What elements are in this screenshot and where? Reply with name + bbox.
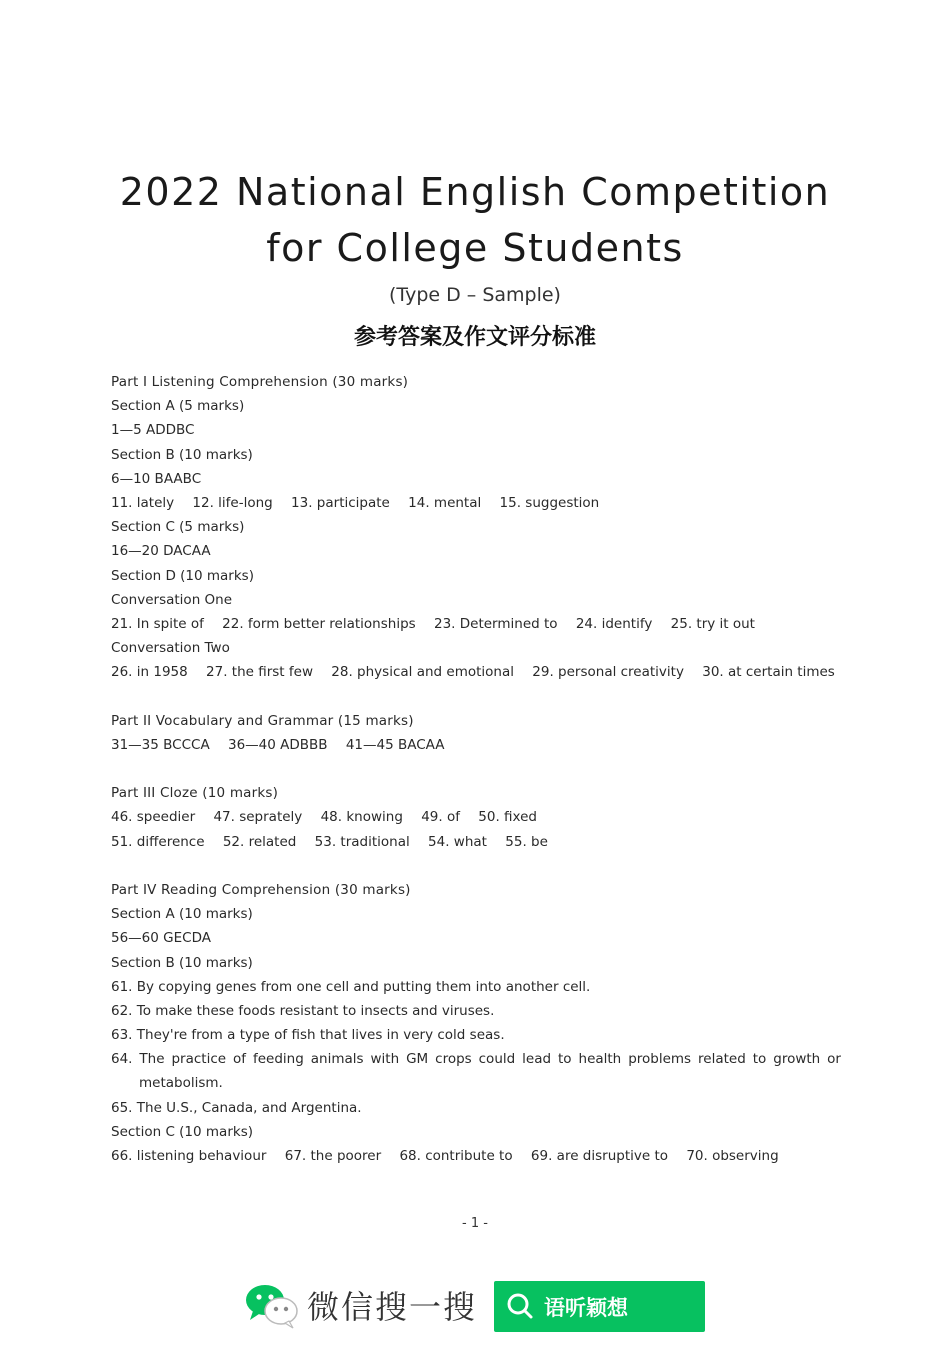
part4-heading: Part IV Reading Comprehension (30 marks) <box>111 881 411 898</box>
answer-64: 64. The practice of feeding animals with GM crops could lead to health problems related to growth or metabolism. <box>111 1051 841 1092</box>
conversation-one-items <box>111 612 841 636</box>
part2-heading: Part II Vocabulary and Grammar (15 marks) <box>111 712 414 729</box>
answer-item: 54. what <box>428 833 487 850</box>
answer-item: 55. be <box>505 833 548 850</box>
answer-item: 48. knowing <box>320 809 403 826</box>
answer-item: 11. lately <box>111 494 175 511</box>
part1-answers-a: 1—5 ADDBC <box>111 422 195 439</box>
part1-answers-c: 16—20 DACAA <box>111 543 211 560</box>
part4-answers-a: 56—60 GECDA <box>111 930 211 947</box>
part4-section-c: Section C (10 marks) <box>111 1123 253 1140</box>
part1-answers-b: 6—10 BAABC <box>111 470 202 487</box>
part1-heading: Part I Listening Comprehension (30 marks) <box>111 374 409 390</box>
search-icon <box>506 1292 534 1320</box>
chinese-heading: 参考答案及作文评分标准 <box>353 324 596 350</box>
answer-item: 24. identify <box>575 615 653 632</box>
document-title-line2: for College Students <box>266 226 684 270</box>
answer-key-body <box>111 370 841 1168</box>
answer-item: 14. mental <box>408 494 482 511</box>
wechat-icon <box>243 1281 299 1329</box>
answer-item: 36—40 ADBBB <box>227 736 328 753</box>
part1-section-c: Section C (5 marks) <box>111 519 245 536</box>
answer-item: 66. listening behaviour <box>111 1148 267 1165</box>
part1-items-b <box>111 491 841 515</box>
answer-item: 25. try it out <box>670 615 755 632</box>
answer-item: 53. traditional <box>314 833 410 850</box>
part1-section-a: Section A (5 marks) <box>111 398 245 415</box>
answer-item: 26. in 1958 <box>111 664 188 681</box>
answer-65: 65. The U.S., Canada, and Argentina. <box>111 1099 362 1116</box>
answer-item: 67. the poorer <box>284 1148 382 1165</box>
answer-item: 50. fixed <box>478 809 537 826</box>
part4-items-c <box>111 1144 841 1168</box>
part3-row2 <box>111 830 841 854</box>
answer-item: 15. suggestion <box>499 494 600 511</box>
conversation-one-label: Conversation One <box>111 591 233 608</box>
answer-item: 31—35 BCCCA <box>111 736 210 753</box>
part3-heading: Part III Cloze (10 marks) <box>111 785 279 802</box>
answer-item: 41—45 BACAA <box>345 736 445 753</box>
answer-61: 61. By copying genes from one cell and putting them into another cell. <box>111 978 591 995</box>
part4-section-b: Section B (10 marks) <box>111 954 253 971</box>
answer-item: 22. form better relationships <box>222 615 416 632</box>
part3-row1 <box>111 805 841 829</box>
part4-section-a: Section A (10 marks) <box>111 906 253 923</box>
answer-item: 28. physical and emotional <box>331 664 514 681</box>
answer-item: 21. In spite of <box>111 615 204 632</box>
wechat-search-banner[interactable] <box>243 1278 705 1333</box>
answer-item: 69. are disruptive to <box>530 1148 669 1165</box>
answer-item: 27. the first few <box>206 664 313 681</box>
answer-item: 46. speedier <box>111 809 196 826</box>
answer-item: 13. participate <box>291 494 390 511</box>
part2-answers <box>111 733 841 757</box>
answer-63: 63. They're from a type of fish that lives in very cold seas. <box>111 1027 505 1044</box>
answer-item: 12. life-long <box>192 494 273 511</box>
answer-item: 68. contribute to <box>399 1148 513 1165</box>
banner-text: 微信搜一搜 <box>307 1288 478 1326</box>
page-number: - 1 - <box>462 1216 488 1231</box>
conversation-two-items <box>111 660 841 684</box>
answer-item: 70. observing <box>686 1148 779 1165</box>
answer-item: 49. of <box>421 809 460 826</box>
answer-item: 29. personal creativity <box>532 664 684 681</box>
answer-item: 47. seprately <box>213 809 303 826</box>
answer-item: 30. at certain times <box>702 664 835 681</box>
answer-62: 62. To make these foods resistant to insects and viruses. <box>111 1002 495 1019</box>
answer-item: 51. difference <box>111 833 205 850</box>
search-box[interactable] <box>494 1281 705 1332</box>
part1-section-d: Section D (10 marks) <box>111 567 254 584</box>
document-subtitle: (Type D – Sample) <box>389 284 561 306</box>
answer-item: 52. related <box>222 833 297 850</box>
document-title-line1: 2022 National English Competition <box>119 170 831 214</box>
answer-item: 23. Determined to <box>433 615 558 632</box>
part1-section-b: Section B (10 marks) <box>111 446 253 463</box>
conversation-two-label: Conversation Two <box>111 640 230 657</box>
search-text: 语听颖想 <box>544 1296 628 1320</box>
